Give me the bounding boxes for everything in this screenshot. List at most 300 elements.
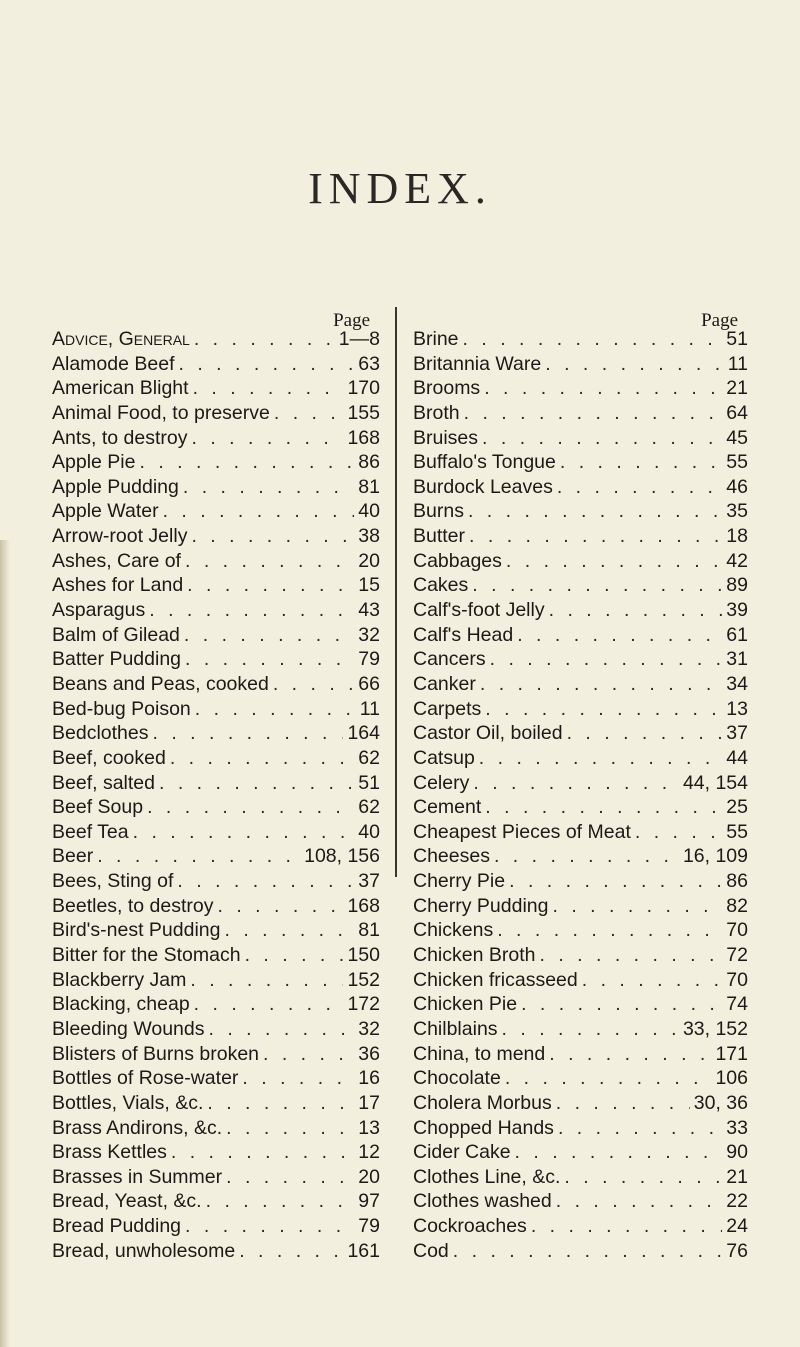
entry-name: Butter xyxy=(413,525,466,548)
leader-dots xyxy=(143,796,354,819)
leader-dots xyxy=(187,525,354,548)
index-entry xyxy=(413,1092,748,1117)
index-entry xyxy=(52,993,380,1018)
entry-page-number: 21 xyxy=(726,377,748,400)
index-entry xyxy=(413,1018,748,1043)
entry-page-number: 40 xyxy=(358,500,380,523)
entry-page-number: 25 xyxy=(726,796,748,819)
entry-name: Brass Kettles xyxy=(52,1141,167,1164)
entry-name: Chilblains xyxy=(413,1017,498,1040)
entry-name: Animal Food, to preserve xyxy=(52,401,270,424)
entry-page-number: 24 xyxy=(726,1215,748,1238)
entry-page-number: 11 xyxy=(359,697,380,720)
entry-page-number: 16, 109 xyxy=(682,845,748,868)
entry-page-number: 66 xyxy=(358,672,380,695)
entry-name: Bleeding Wounds xyxy=(52,1017,205,1040)
leader-dots xyxy=(535,944,722,967)
index-entry xyxy=(52,476,380,501)
entry-name: Clothes washed xyxy=(413,1190,552,1213)
entry-page-number: 21 xyxy=(726,1165,748,1188)
entry-name: Ashes, Care of xyxy=(52,549,181,572)
leader-dots xyxy=(259,1043,354,1066)
entry-name: Carpets xyxy=(413,697,482,720)
entry-page-number: 43 xyxy=(358,599,380,622)
entry-name: Chopped Hands xyxy=(413,1116,554,1139)
entry-page-number: 39 xyxy=(726,599,748,622)
index-entry xyxy=(52,1117,380,1142)
entry-name: Apple Water xyxy=(52,500,159,523)
entry-page-number: 32 xyxy=(358,1017,380,1040)
leader-dots xyxy=(220,919,354,942)
entry-page-number: 74 xyxy=(726,993,748,1016)
index-entry xyxy=(52,747,380,772)
entry-name: Bread Pudding xyxy=(52,1215,182,1238)
entry-page-number: 76 xyxy=(726,1239,748,1262)
entry-name: Asparagus xyxy=(52,599,146,622)
index-entry xyxy=(413,698,748,723)
entry-name: Burdock Leaves xyxy=(413,475,553,498)
entry-page-number: 51 xyxy=(726,328,748,350)
leader-dots xyxy=(631,821,722,844)
entry-name: Cancers xyxy=(413,648,486,671)
index-entry xyxy=(413,821,748,846)
leader-dots xyxy=(552,1092,690,1115)
leader-dots xyxy=(563,722,723,745)
index-entry xyxy=(52,722,380,747)
entry-page-number: 86 xyxy=(726,870,748,893)
entry-name: Beer xyxy=(52,845,94,868)
leader-dots xyxy=(501,1067,712,1090)
entry-name: Calf's-foot Jelly xyxy=(413,599,545,622)
entry-page-number: 15 xyxy=(358,574,380,597)
entry-name: Blisters of Burns broken xyxy=(52,1042,260,1065)
entry-page-number: 37 xyxy=(726,722,748,745)
leader-dots xyxy=(517,993,722,1016)
entry-name: Britannia Ware xyxy=(413,352,542,375)
leader-dots xyxy=(183,574,354,597)
index-entry xyxy=(52,377,380,402)
entry-name: Beef Soup xyxy=(52,796,144,819)
index-entry xyxy=(52,969,380,994)
entry-page-number: 36 xyxy=(358,1042,380,1065)
entry-name: Bruises xyxy=(413,426,479,449)
leader-dots xyxy=(179,476,354,499)
entry-name: Cement xyxy=(413,796,482,819)
entry-page-number: 155 xyxy=(347,401,380,424)
entry-name: Apple Pudding xyxy=(52,475,179,498)
leader-dots xyxy=(173,870,354,893)
leader-dots xyxy=(270,402,344,425)
entry-page-number: 81 xyxy=(358,919,380,942)
leader-dots xyxy=(235,1240,343,1263)
entry-page-number: 150 xyxy=(347,944,380,967)
leader-dots xyxy=(513,624,722,647)
index-entry xyxy=(413,1117,748,1142)
entry-name: Ants, to destroy xyxy=(52,426,188,449)
index-entry xyxy=(52,1018,380,1043)
entry-name: Batter Pudding xyxy=(52,648,182,671)
entry-name: Chickens xyxy=(413,919,494,942)
entry-page-number: 40 xyxy=(358,820,380,843)
leader-dots xyxy=(181,1215,354,1238)
entry-page-number: 168 xyxy=(347,894,380,917)
leader-dots xyxy=(145,599,354,622)
entry-page-number: 172 xyxy=(347,993,380,1016)
index-entry xyxy=(52,772,380,797)
entry-name: Clothes Line, &c. xyxy=(413,1165,561,1188)
index-entry xyxy=(52,328,380,353)
index-entry xyxy=(413,451,748,476)
index-entry xyxy=(52,574,380,599)
entry-page-number: 164 xyxy=(347,722,380,745)
leader-dots xyxy=(187,427,343,450)
leader-dots xyxy=(493,919,722,942)
entry-name: Bottles of Rose-water xyxy=(52,1067,239,1090)
leader-dots xyxy=(578,969,723,992)
entry-page-number: 18 xyxy=(726,525,748,548)
entry-name: Cockroaches xyxy=(413,1215,527,1238)
leader-dots xyxy=(545,599,723,622)
leader-dots xyxy=(186,969,343,992)
leader-dots xyxy=(269,673,354,696)
leader-dots xyxy=(469,772,679,795)
entry-page-number: 90 xyxy=(726,1141,748,1164)
leader-dots xyxy=(541,353,724,376)
leader-dots xyxy=(498,1018,679,1041)
index-entry xyxy=(52,648,380,673)
index-entry xyxy=(52,1240,380,1265)
page-title: INDEX. xyxy=(308,164,492,213)
entry-page-number: 79 xyxy=(358,648,380,671)
index-entry xyxy=(413,993,748,1018)
index-entry xyxy=(413,747,748,772)
leader-dots xyxy=(167,1141,354,1164)
entry-name: Burns xyxy=(413,500,464,523)
leader-dots xyxy=(190,328,335,351)
index-entry xyxy=(52,550,380,575)
entry-page-number: 62 xyxy=(358,796,380,819)
entry-page-number: 63 xyxy=(358,352,380,375)
entry-name: Beef, salted xyxy=(52,771,155,794)
leader-dots xyxy=(560,1166,722,1189)
entry-page-number: 152 xyxy=(347,968,380,991)
entry-page-number: 70 xyxy=(726,968,748,991)
entry-page-number: 61 xyxy=(726,623,748,646)
index-entry xyxy=(413,845,748,870)
entry-page-number: 45 xyxy=(726,426,748,449)
index-entry xyxy=(413,870,748,895)
index-entry xyxy=(413,500,748,525)
leader-dots xyxy=(502,550,722,573)
index-entry xyxy=(413,1240,748,1265)
entry-page-number: 86 xyxy=(358,451,380,474)
entry-name: Cider Cake xyxy=(413,1141,511,1164)
index-entry xyxy=(413,427,748,452)
leader-dots xyxy=(241,944,344,967)
entry-page-number: 38 xyxy=(358,525,380,548)
entry-name: Cabbages xyxy=(413,549,502,572)
entry-name: Alamode Beef xyxy=(52,352,175,375)
entry-name: Celery xyxy=(413,771,470,794)
entry-page-number: 108, 156 xyxy=(304,845,380,868)
entry-name: Brine xyxy=(413,328,459,350)
index-entry xyxy=(52,353,380,378)
entry-name: Castor Oil, boiled xyxy=(413,722,563,745)
leader-dots xyxy=(459,328,723,351)
entry-page-number: 37 xyxy=(358,870,380,893)
leader-dots xyxy=(475,747,723,770)
entry-name: Bread, unwholesome xyxy=(52,1239,236,1262)
entry-page-number: 1—8 xyxy=(338,328,380,350)
leader-dots xyxy=(181,648,354,671)
entry-page-number: 33, 152 xyxy=(682,1017,748,1040)
entry-name: Broth xyxy=(413,401,460,424)
entry-page-number: 89 xyxy=(726,574,748,597)
entry-page-number: 64 xyxy=(726,401,748,424)
leader-dots xyxy=(181,550,354,573)
entry-name: Advice, General xyxy=(52,328,190,350)
leader-dots xyxy=(202,1190,355,1213)
entry-name: American Blight xyxy=(52,377,189,400)
leader-dots xyxy=(545,1043,711,1066)
leader-dots xyxy=(490,845,679,868)
leader-dots xyxy=(180,624,354,647)
entry-page-number: 13 xyxy=(726,697,748,720)
entry-name: Blacking, cheap xyxy=(52,993,190,1016)
entry-page-number: 70 xyxy=(726,919,748,942)
leader-dots xyxy=(166,747,354,770)
entry-name: Balm of Gilead xyxy=(52,623,180,646)
entry-page-number: 55 xyxy=(726,820,748,843)
index-entry xyxy=(413,1166,748,1191)
entry-name: Canker xyxy=(413,672,476,695)
leader-dots xyxy=(464,500,722,523)
index-entry xyxy=(52,919,380,944)
entry-name: Chicken fricasseed xyxy=(413,968,578,991)
entry-page-number: 79 xyxy=(358,1215,380,1238)
leader-dots xyxy=(486,648,723,671)
leader-dots xyxy=(481,796,722,819)
index-entry xyxy=(413,1067,748,1092)
index-entry xyxy=(52,944,380,969)
leader-dots xyxy=(527,1215,722,1238)
entry-page-number: 13 xyxy=(358,1116,380,1139)
index-entry xyxy=(52,1190,380,1215)
entry-page-number: 32 xyxy=(358,623,380,646)
entry-page-number: 44, 154 xyxy=(682,771,748,794)
entry-name: Apple Pie xyxy=(52,451,136,474)
entry-page-number: 97 xyxy=(358,1190,380,1213)
leader-dots xyxy=(480,377,722,400)
entry-name: Catsup xyxy=(413,746,475,769)
leader-dots xyxy=(476,673,722,696)
index-entry xyxy=(52,1166,380,1191)
index-entry xyxy=(413,1215,748,1240)
index-entry xyxy=(413,1141,748,1166)
entry-page-number: 11 xyxy=(727,352,748,375)
leader-dots xyxy=(554,1117,722,1140)
entry-page-number: 17 xyxy=(358,1091,380,1114)
index-entry xyxy=(52,870,380,895)
index-entry xyxy=(52,1092,380,1117)
entry-page-number: 44 xyxy=(726,746,748,769)
entry-name: Blackberry Jam xyxy=(52,968,187,991)
entry-page-number: 62 xyxy=(358,746,380,769)
entry-page-number: 33 xyxy=(726,1116,748,1139)
entry-name: Beef Tea xyxy=(52,820,129,843)
entry-name: Bed-bug Poison xyxy=(52,697,191,720)
leader-dots xyxy=(148,722,343,745)
entry-page-number: 171 xyxy=(715,1042,748,1065)
index-entry xyxy=(413,353,748,378)
index-entry xyxy=(413,328,748,353)
entry-name: Cod xyxy=(413,1239,449,1262)
entry-page-number: 81 xyxy=(358,475,380,498)
leader-dots xyxy=(203,1092,354,1115)
leader-dots xyxy=(222,1117,354,1140)
index-entry xyxy=(413,722,748,747)
entry-page-number: 161 xyxy=(347,1239,380,1262)
index-entry xyxy=(52,821,380,846)
index-entry xyxy=(52,599,380,624)
index-entry xyxy=(413,476,748,501)
leader-dots xyxy=(449,1240,723,1263)
entry-name: Chocolate xyxy=(413,1067,501,1090)
entry-name: Cholera Morbus xyxy=(413,1091,552,1114)
index-entry xyxy=(52,624,380,649)
entry-name: Brooms xyxy=(413,377,481,400)
leader-dots xyxy=(465,525,722,548)
leader-dots xyxy=(460,402,723,425)
entry-page-number: 20 xyxy=(358,549,380,572)
leader-dots xyxy=(549,895,723,918)
entry-page-number: 30, 36 xyxy=(693,1091,748,1114)
index-entry xyxy=(52,1141,380,1166)
entry-page-number: 42 xyxy=(726,549,748,572)
index-entry xyxy=(413,772,748,797)
entry-name: Buffalo's Tongue xyxy=(413,451,556,474)
entry-name: Brasses in Summer xyxy=(52,1165,223,1188)
leader-dots xyxy=(190,993,344,1016)
index-entry xyxy=(413,895,748,920)
entry-page-number: 82 xyxy=(726,894,748,917)
entry-name: Chicken Broth xyxy=(413,944,536,967)
entry-page-number: 22 xyxy=(726,1190,748,1213)
index-entry xyxy=(413,525,748,550)
entry-page-number: 170 xyxy=(347,377,380,400)
entry-name: Beef, cooked xyxy=(52,746,166,769)
index-entry xyxy=(52,1067,380,1092)
leader-dots xyxy=(511,1141,723,1164)
index-entry xyxy=(413,624,748,649)
index-entry xyxy=(413,1043,748,1068)
index-entry xyxy=(413,648,748,673)
index-entry xyxy=(413,402,748,427)
entry-page-number: 16 xyxy=(358,1067,380,1090)
leader-dots xyxy=(135,451,354,474)
entry-name: Cherry Pie xyxy=(413,870,506,893)
column-divider xyxy=(395,307,397,877)
leader-dots xyxy=(505,870,722,893)
index-column-right xyxy=(413,310,748,1264)
leader-dots xyxy=(553,476,722,499)
entry-page-number: 106 xyxy=(715,1067,748,1090)
entry-page-number: 55 xyxy=(726,451,748,474)
index-entry xyxy=(413,796,748,821)
entry-page-number: 20 xyxy=(358,1165,380,1188)
entry-page-number: 34 xyxy=(726,672,748,695)
index-entry xyxy=(52,402,380,427)
entry-page-number: 12 xyxy=(358,1141,380,1164)
index-entry xyxy=(52,500,380,525)
entry-name: Beetles, to destroy xyxy=(52,894,214,917)
leader-dots xyxy=(478,427,722,450)
entry-name: Ashes for Land xyxy=(52,574,184,597)
index-entry xyxy=(52,845,380,870)
entry-page-number: 46 xyxy=(726,475,748,498)
leader-dots xyxy=(468,574,722,597)
entry-name: Bees, Sting of xyxy=(52,870,174,893)
index-entry xyxy=(413,919,748,944)
entry-name: Cherry Pudding xyxy=(413,894,549,917)
index-entry xyxy=(413,599,748,624)
leader-dots xyxy=(481,698,722,721)
entry-name: Bird's-nest Pudding xyxy=(52,919,221,942)
index-entry xyxy=(52,673,380,698)
index-entry xyxy=(52,1043,380,1068)
entry-page-number: 72 xyxy=(726,944,748,967)
index-entry xyxy=(52,1215,380,1240)
index-entry xyxy=(413,969,748,994)
leader-dots xyxy=(189,377,344,400)
index-column-left xyxy=(52,310,380,1264)
leader-dots xyxy=(129,821,355,844)
index-entry xyxy=(413,944,748,969)
entry-name: Brass Andirons, &c. xyxy=(52,1116,223,1139)
leader-dots xyxy=(175,353,355,376)
index-entry xyxy=(52,698,380,723)
index-entry xyxy=(52,796,380,821)
entry-name: Calf's Head xyxy=(413,623,514,646)
page-column-header: Page xyxy=(701,310,738,331)
index-entry xyxy=(52,895,380,920)
index-entry xyxy=(52,525,380,550)
entry-page-number: 168 xyxy=(347,426,380,449)
entry-name: Beans and Peas, cooked xyxy=(52,672,269,695)
leader-dots xyxy=(93,845,300,868)
leader-dots xyxy=(214,895,344,918)
entry-name: Cheeses xyxy=(413,845,490,868)
page-edge-shadow xyxy=(0,540,10,1347)
entry-name: Arrow-root Jelly xyxy=(52,525,188,548)
index-entry xyxy=(413,377,748,402)
entry-name: Bedclothes xyxy=(52,722,149,745)
entry-page-number: 31 xyxy=(726,648,748,671)
entry-name: Cakes xyxy=(413,574,469,597)
leader-dots xyxy=(222,1166,354,1189)
entry-name: Bitter for the Stomach xyxy=(52,944,241,967)
entry-name: Bread, Yeast, &c. xyxy=(52,1190,202,1213)
index-entry xyxy=(52,451,380,476)
leader-dots xyxy=(552,1190,723,1213)
index-entry xyxy=(413,574,748,599)
leader-dots xyxy=(191,698,356,721)
entry-name: Cheapest Pieces of Meat xyxy=(413,820,631,843)
index-entry xyxy=(413,550,748,575)
index-entry xyxy=(413,673,748,698)
leader-dots xyxy=(205,1018,355,1041)
page-column-header: Page xyxy=(333,310,370,331)
